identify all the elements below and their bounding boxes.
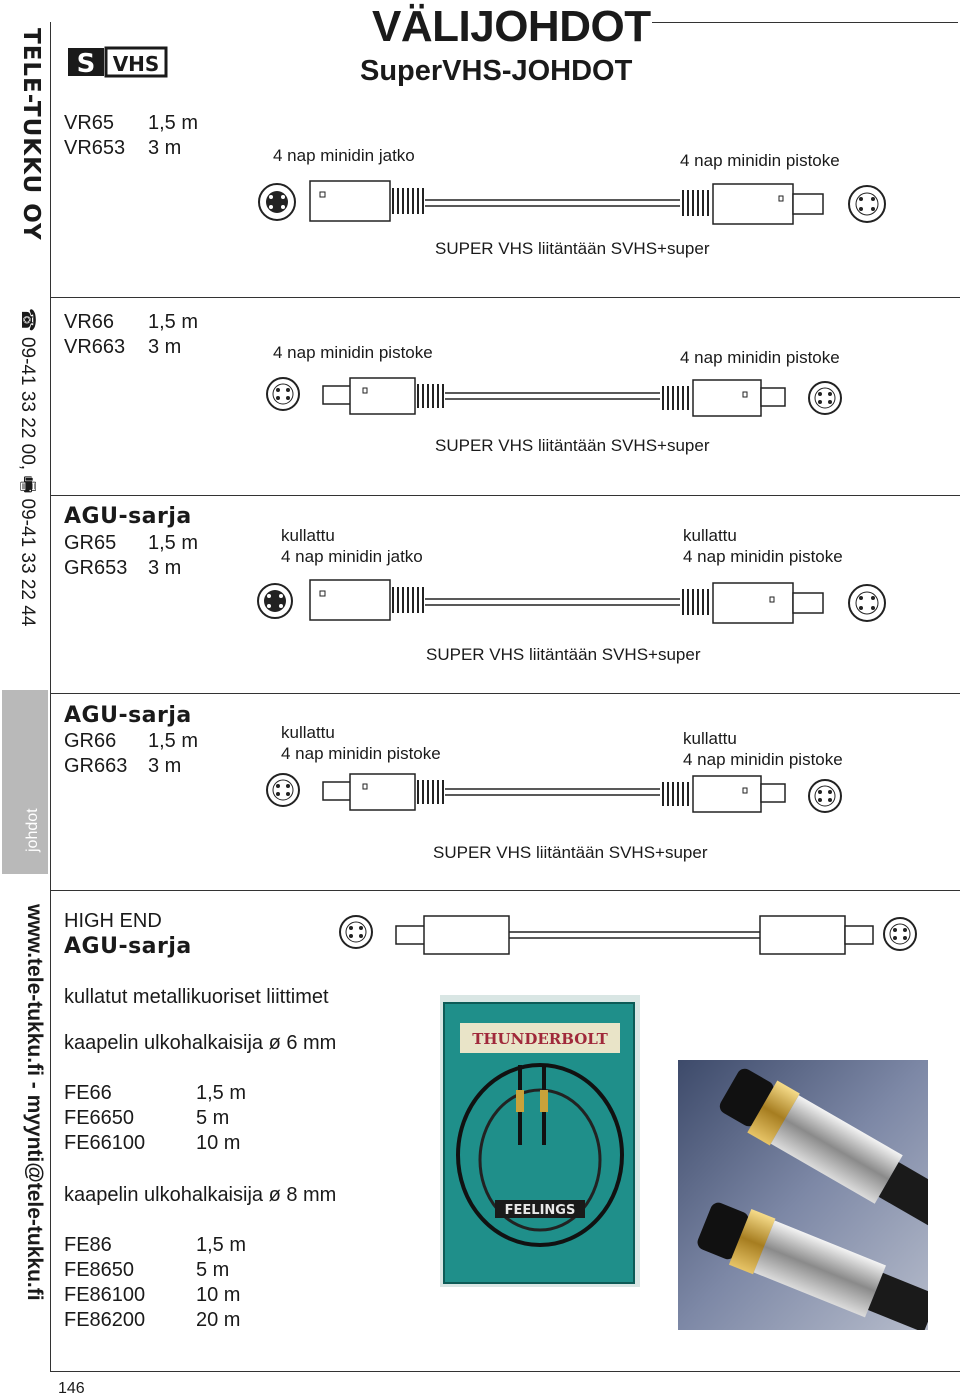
product-code: FE8650 (64, 1259, 135, 1281)
product-length: 1,5 m (196, 1234, 247, 1256)
highend-feature: kullatut metallikuoriset liittimet (64, 986, 329, 1008)
product-length: 1,5 m (148, 532, 199, 554)
product-code: FE6650 (64, 1107, 135, 1129)
product-length: 1,5 m (148, 730, 199, 752)
diameter-8mm-title: kaapelin ulkohalkaisija ø 8 mm (64, 1184, 337, 1206)
left-connector-label: 4 nap minidin pistoke (281, 744, 441, 763)
cable-illustration-jack-to-plug (255, 575, 895, 635)
sidebar-company-name: TELE-TUKKU OY (18, 28, 44, 241)
product-length: 10 m (196, 1284, 241, 1306)
product-length: 3 m (148, 755, 182, 777)
product-length: 1,5 m (148, 112, 199, 134)
right-connector-label: 4 nap minidin pistoke (680, 151, 840, 170)
plug-face-icon (884, 918, 916, 950)
right-connector-label: 4 nap minidin pistoke (680, 348, 840, 367)
svg-text:S: S (76, 49, 96, 79)
package-photo (440, 995, 640, 1287)
left-connector-label: 4 nap minidin jatko (281, 547, 423, 566)
product-code: VR66 (64, 311, 115, 333)
cable-caption: SUPER VHS liitäntään SVHS+super (426, 645, 701, 664)
product-length: 20 m (196, 1309, 241, 1331)
plug-face-icon (849, 186, 885, 222)
sidebar-website-email[interactable]: www.tele-tukku.fi - myynti@tele-tukku.fi (23, 904, 46, 1301)
product-code: FE86100 (64, 1284, 146, 1306)
product-code: GR66 (64, 730, 117, 752)
plug-face-icon (267, 774, 299, 806)
section-divider (50, 1371, 960, 1372)
cable-caption: SUPER VHS liitäntään SVHS+super (433, 843, 708, 862)
product-code: GR663 (64, 755, 128, 777)
product-code: FE86 (64, 1234, 112, 1256)
product-code: FE66100 (64, 1132, 146, 1154)
product-code: VR653 (64, 137, 126, 159)
product-length: 5 m (196, 1107, 230, 1129)
left-connector-label: 4 nap minidin jatko (273, 146, 415, 165)
plug-face-icon (809, 780, 841, 812)
series-name: AGU-sarja (64, 504, 192, 529)
product-code: VR65 (64, 112, 115, 134)
plug-face-icon (809, 382, 841, 414)
plug-face-icon (849, 585, 885, 621)
cable-illustration-highend (330, 908, 930, 964)
socket-face-icon (259, 184, 295, 220)
cable-illustration-jack-to-plug (255, 176, 895, 236)
product-code: GR653 (64, 557, 128, 579)
page-title: VÄLIJOHDOT (372, 2, 651, 51)
svhs-logo (68, 44, 168, 80)
left-connector-finish: kullattu (281, 526, 335, 545)
sidebar-phone-fax: ☎ 09-41 33 22 00, 🖷 09-41 33 22 44 (17, 308, 38, 627)
section-divider (50, 495, 960, 496)
svg-text:VHS: VHS (112, 52, 160, 76)
plug-face-icon (340, 916, 372, 948)
plug-face-icon (267, 378, 299, 410)
package-product: FEELINGS (504, 1203, 576, 1218)
cable-caption: SUPER VHS liitäntään SVHS+super (435, 239, 710, 258)
cable-illustration-plug-to-plug (255, 372, 895, 432)
left-connector-finish: kullattu (281, 723, 335, 742)
product-code: VR663 (64, 336, 126, 358)
highend-heading: HIGH END (64, 910, 162, 932)
title-rule (652, 22, 958, 23)
package-brand: THUNDERBOLT (472, 1030, 608, 1048)
product-code: FE66 (64, 1082, 112, 1104)
right-connector-label: 4 nap minidin pistoke (683, 750, 843, 769)
series-name: AGU-sarja (64, 934, 192, 959)
socket-face-icon (258, 584, 292, 618)
product-code: FE86200 (64, 1309, 146, 1331)
page-subtitle: SuperVHS-JOHDOT (360, 55, 633, 87)
cable-caption: SUPER VHS liitäntään SVHS+super (435, 436, 710, 455)
product-length: 1,5 m (196, 1082, 247, 1104)
sidebar-section-tab-label: johdot (24, 808, 41, 852)
cable-illustration-plug-to-plug (255, 768, 895, 828)
page-number: 146 (58, 1380, 85, 1397)
product-length: 3 m (148, 137, 182, 159)
diameter-6mm-title: kaapelin ulkohalkaisija ø 6 mm (64, 1032, 337, 1054)
product-length: 5 m (196, 1259, 230, 1281)
product-length: 3 m (148, 336, 182, 358)
section-divider (50, 890, 960, 891)
right-connector-finish: kullattu (683, 729, 737, 748)
right-connector-finish: kullattu (683, 526, 737, 545)
product-length: 1,5 m (148, 311, 199, 333)
series-name: AGU-sarja (64, 703, 192, 728)
section-divider (50, 693, 960, 694)
connector-closeup-photo (678, 1060, 928, 1330)
right-connector-label: 4 nap minidin pistoke (683, 547, 843, 566)
product-code: GR65 (64, 532, 117, 554)
section-divider (50, 297, 960, 298)
left-connector-label: 4 nap minidin pistoke (273, 343, 433, 362)
product-length: 3 m (148, 557, 182, 579)
product-length: 10 m (196, 1132, 241, 1154)
